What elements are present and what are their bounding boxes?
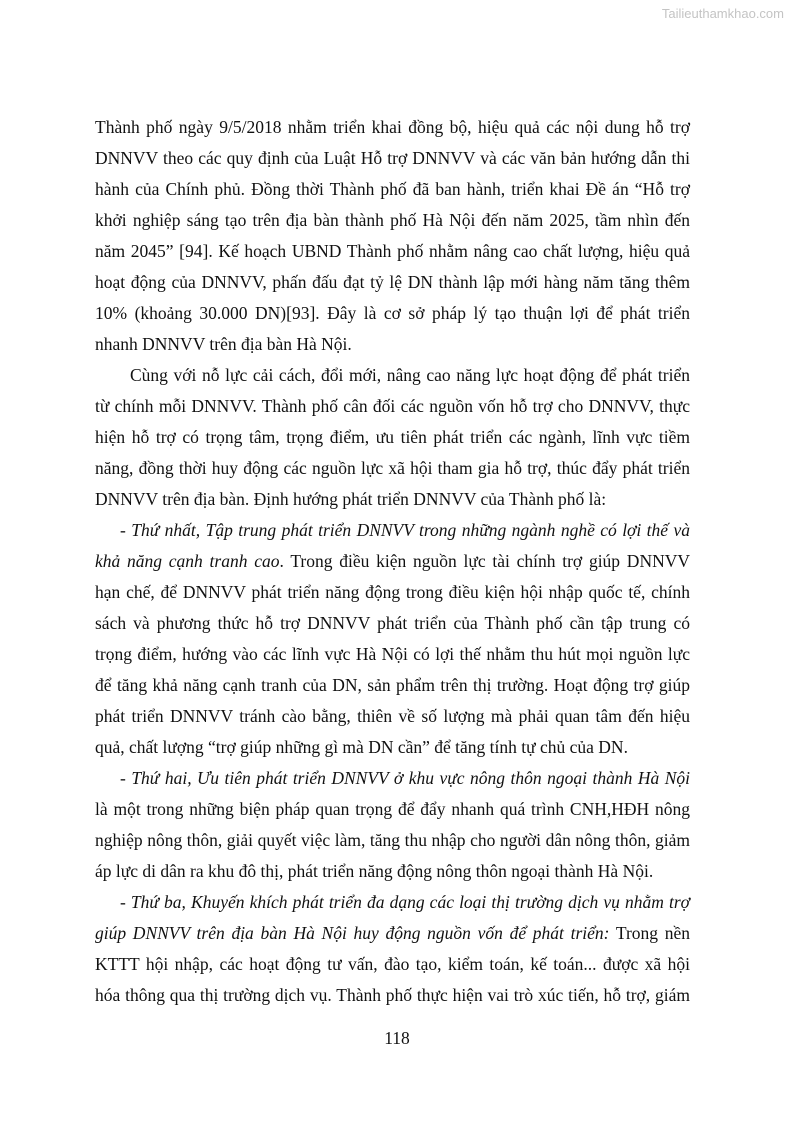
text-line: [95, 763, 690, 794]
paragraph: [95, 112, 690, 360]
text-line: 10% (khoảng 30.000 DN)[93]. Đây là cơ sở pháp lý tạo thuận lợi để phát triển: [95, 303, 690, 323]
watermark: Tailieuthamkhao.com: [661, 6, 784, 21]
italic-text: - Thứ ba, Khuyến khích phát triển đa dạng các loại thị trường dịch vụ nhằm trợ: [120, 892, 690, 912]
text-line: KTTT hội nhập, các hoạt động tư vấn, đào tạo, kiểm toán, kế toán... được xã hội: [95, 954, 690, 974]
paragraph: [95, 763, 690, 887]
text-run: Trong nền: [609, 923, 690, 943]
text-line: hạn chế, để DNNVV phát triển năng động trong điều kiện hội nhập quốc tế, chính: [95, 582, 690, 602]
text-line: hóa thông qua thị trường dịch vụ. Thành phố thực hiện vai trò xúc tiến, hỗ trợ, giám: [95, 985, 690, 1005]
text-line: khởi nghiệp sáng tạo trên địa bàn thành phố Hà Nội đến năm 2025, tầm nhìn đến: [95, 210, 690, 230]
text-line: [95, 515, 690, 546]
italic-text: khả năng cạnh tranh cao: [95, 551, 280, 571]
text-line: Cùng với nỗ lực cải cách, đổi mới, nâng cao năng lực hoạt động để phát triển: [130, 365, 690, 385]
text-line: DNNVV trên địa bàn. Định hướng phát triển DNNVV của Thành phố là:: [95, 489, 607, 509]
text-line: [95, 918, 690, 949]
text-line: DNNVV theo các quy định của Luật Hỗ trợ DNNVV và các văn bản hướng dẫn thi: [95, 148, 690, 168]
text-line: nghiệp nông thôn, giải quyết việc làm, tăng thu nhập cho người dân nông thôn, giảm: [95, 830, 690, 850]
text-line: hiện hỗ trợ có trọng tâm, trọng điểm, ưu tiên phát triển các ngành, lĩnh vực tiềm: [95, 427, 690, 447]
text-line: năng, đồng thời huy động các nguồn lực xã hội tham gia hỗ trợ, thúc đẩy phát triển: [95, 458, 690, 478]
paragraph: [95, 887, 690, 1011]
text-line: Thành phố ngày 9/5/2018 nhằm triển khai đồng bộ, hiệu quả các nội dung hỗ trợ: [95, 117, 690, 137]
text-line: năm 2045” [94]. Kế hoạch UBND Thành phố nhằm nâng cao chất lượng, hiệu quả: [95, 241, 690, 261]
italic-text: giúp DNNVV trên địa bàn Hà Nội huy động nguồn vốn để phát triển:: [95, 923, 610, 943]
document-body: [95, 112, 690, 1011]
text-line: sách và phương thức hỗ trợ DNNVV phát triển của Thành phố cần tập trung có: [95, 613, 690, 633]
text-line: hoạt động của DNNVV, phấn đấu đạt tỷ lệ DN thành lập mới hàng năm tăng thêm: [95, 272, 690, 292]
text-line: để tăng khả năng cạnh tranh của DN, sản phẩm trên thị trường. Hoạt động trợ giúp: [95, 675, 690, 695]
paragraph: [95, 360, 690, 515]
italic-text: - Thứ hai, Ưu tiên phát triển DNNVV ở khu vực nông thôn ngoại thành Hà Nội: [120, 768, 690, 788]
paragraph: [95, 515, 690, 763]
text-line: từ chính mỗi DNNVV. Thành phố cân đối các nguồn vốn hỗ trợ cho DNNVV, thực: [95, 396, 690, 416]
text-line: áp lực di dân ra khu đô thị, phát triển năng động nông thôn ngoại thành Hà Nội.: [95, 861, 654, 881]
text-line: trọng điểm, hướng vào các lĩnh vực Hà Nội có lợi thế nhằm thu hút mọi nguồn lực: [95, 644, 690, 664]
text-line: nhanh DNNVV trên địa bàn Hà Nội.: [95, 334, 352, 354]
text-line: là một trong những biện pháp quan trọng để đẩy nhanh quá trình CNH,HĐH nông: [95, 799, 690, 819]
text-run: . Trong điều kiện nguồn lực tài chính trợ giúp DNNVV: [279, 551, 690, 571]
text-line: [95, 887, 690, 918]
page-number: 118: [384, 1028, 410, 1048]
text-line: quả, chất lượng “trợ giúp những gì mà DN cần” để tăng tính tự chủ của DN.: [95, 737, 628, 757]
text-line: [95, 546, 690, 577]
text-line: hành của Chính phủ. Đồng thời Thành phố đã ban hành, triển khai Đề án “Hỗ trợ: [95, 179, 690, 199]
text-line: phát triển DNNVV tránh cào bằng, thiên về số lượng mà phải quan tâm đến hiệu: [95, 706, 690, 726]
italic-text: - Thứ nhất, Tập trung phát triển DNNVV trong những ngành nghề có lợi thế và: [120, 520, 690, 540]
